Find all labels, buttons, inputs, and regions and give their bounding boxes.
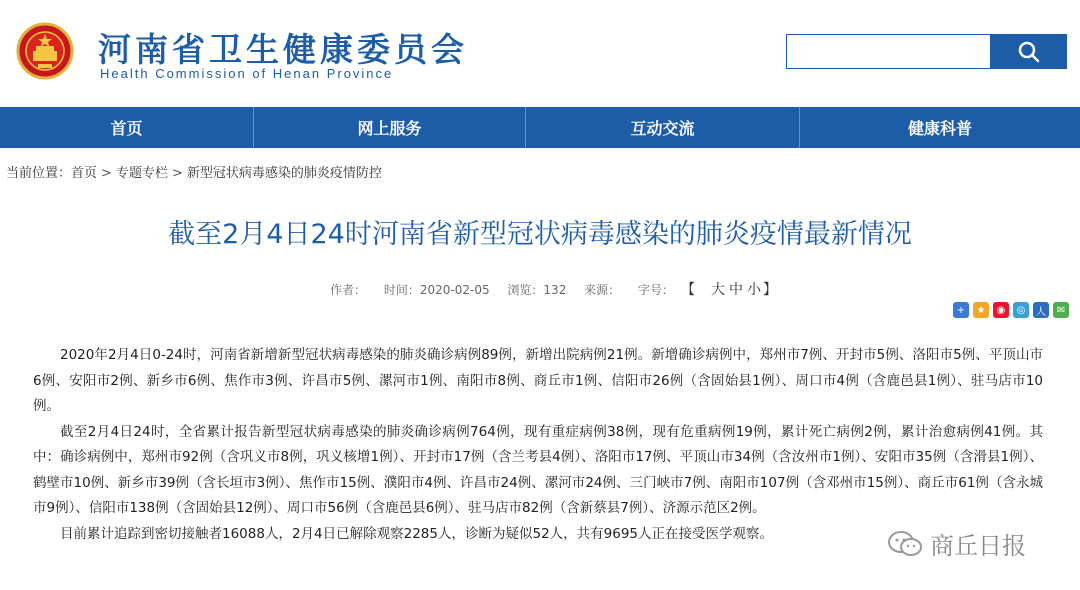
meta-author: 作者：: [330, 283, 367, 297]
plus-share-icon[interactable]: +: [953, 302, 969, 318]
renren-icon[interactable]: 人: [1033, 302, 1049, 318]
org-name-cn: 河南省卫生健康委员会: [98, 30, 468, 69]
meta-source: 来源：: [584, 283, 621, 297]
article-paragraph: 目前累计追踪到密切接触者16088人，2月4日已解除观察2285人，诊断为疑似52人，共有9695人正在接受医学观察。: [60, 525, 774, 542]
nav-item-online-service[interactable]: 网上服务: [254, 107, 526, 148]
search-button[interactable]: [990, 34, 1067, 69]
breadcrumb-home-link[interactable]: 首页: [71, 166, 98, 181]
weibo-icon[interactable]: ◉: [993, 302, 1009, 318]
breadcrumb-epidemic-link[interactable]: 新型冠状病毒感染的肺炎疫情防控: [186, 166, 382, 181]
article-paragraph: 截至2月4日24时，全省累计报告新型冠状病毒感染的肺炎确诊病例764例，现有重症病例38例，现有危重病例19例，累计死亡病例2例，累计治愈病例41例。其中：确诊病例中，郑州市92例（含巩义市8例，巩义核增1例）、开封市17例（含兰考县4例）、洛阳市17例、平顶山市34例（含汝州市1例）、安阳市35例（含滑县1例）、鹤壁市10例、新乡市39例（含长垣市3例）、焦作市15例、濮阳市4例、许昌市24例、漯河市24例、三门峡市7例、南阳市107例（含邓州市15例）、商丘市61例（含永城市9例）、信阳市138例（含固始县12例）、周口市56例（含鹿邑县6例）、驻马店市82例（含新蔡县7例）、济源示范区2例。: [33, 423, 1043, 516]
wechat-logo-icon: [888, 530, 922, 558]
font-large-link[interactable]: 大: [711, 282, 726, 298]
article-paragraph: 2020年2月4日0-24时，河南省新增新型冠状病毒感染的肺炎确诊病例89例，新增出院病例21例。新增确诊病例中，郑州市7例、开封市5例、洛阳市5例、平顶山市6例、安阳市2例、新乡市6例、焦作市3例、许昌市5例、漯河市1例、南阳市8例、商丘市1例、信阳市26例（含固始县1例）、周口市4例（含鹿邑县1例）、驻马店市10例。: [33, 347, 1043, 414]
search-input[interactable]: [786, 34, 991, 69]
breadcrumb: [6, 162, 382, 181]
breadcrumb-prefix: 当前位置：: [6, 166, 72, 181]
nav-item-interaction[interactable]: 互动交流: [526, 107, 800, 148]
share-bar: [953, 302, 1069, 318]
breadcrumb-special-topics-link[interactable]: 专题专栏: [115, 166, 168, 181]
nav-item-health-science[interactable]: 健康科普: [907, 119, 972, 138]
font-medium-link[interactable]: 中: [729, 282, 744, 298]
breadcrumb-separator: >: [101, 166, 112, 181]
watermark-text: 商丘日报: [930, 532, 1026, 560]
site-header: [0, 0, 1080, 106]
nav-item-home[interactable]: 首页: [0, 107, 254, 148]
main-nav: [0, 107, 1080, 148]
font-size-label: 字号：: [638, 283, 675, 297]
search-icon: [1018, 41, 1040, 63]
org-name-en: Health Commission of Henan Province: [100, 66, 394, 81]
article-body: [33, 343, 1043, 547]
font-size-control: [688, 282, 791, 298]
font-bracket-open: 【: [688, 282, 696, 298]
qzone-icon[interactable]: ★: [973, 302, 989, 318]
national-emblem-icon: [16, 22, 74, 80]
meta-views: 浏览：132: [507, 283, 567, 297]
source-watermark: [888, 526, 1026, 561]
meta-font-size: [638, 283, 805, 297]
meta-time: 时间：2020-02-05: [383, 283, 490, 297]
wechat-icon[interactable]: ✉: [1053, 302, 1069, 318]
article-title: 截至2月4日24时河南省新型冠状病毒感染的肺炎疫情最新情况: [168, 219, 912, 250]
font-bracket-close: 】: [763, 282, 778, 298]
font-small-link[interactable]: 小: [747, 282, 762, 298]
article-meta: [330, 279, 819, 299]
breadcrumb-separator: >: [171, 166, 183, 181]
tencent-weibo-icon[interactable]: ◎: [1013, 302, 1029, 318]
